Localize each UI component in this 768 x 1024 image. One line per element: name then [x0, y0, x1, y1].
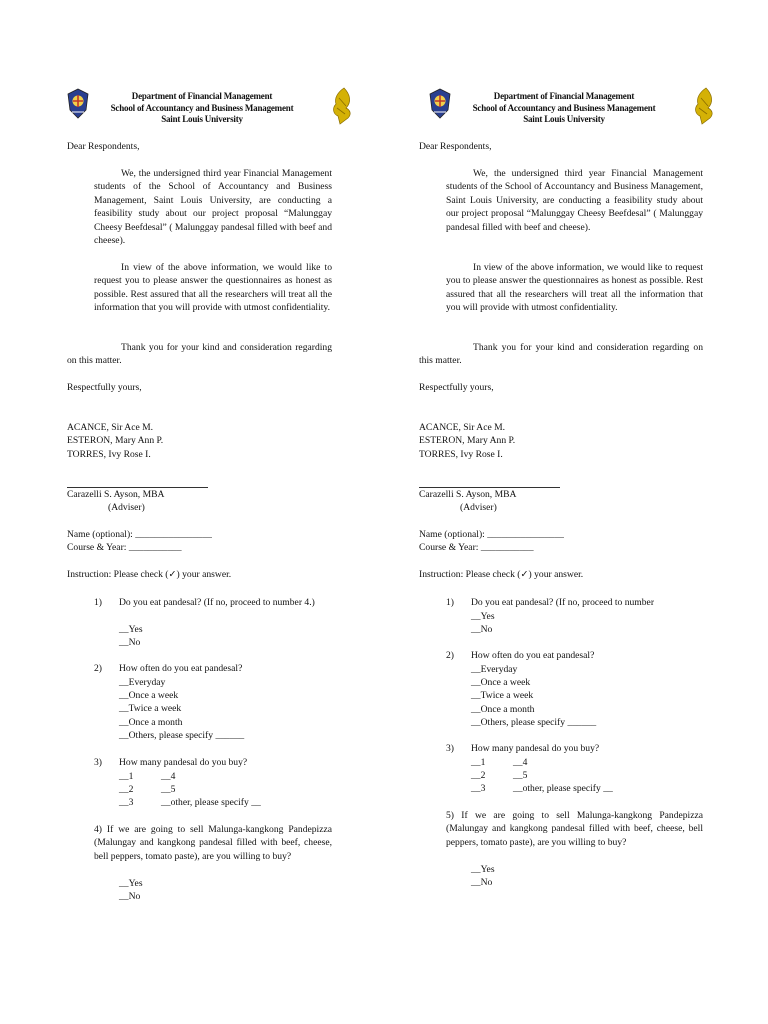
question-2 — [446, 649, 703, 733]
option-1[interactable]: __1 — [119, 771, 134, 782]
school-name: School of Accountancy and Business Management — [110, 102, 294, 113]
question-5 — [446, 809, 703, 893]
question-2 — [94, 662, 332, 746]
option-once-month[interactable]: __Once a month — [119, 717, 183, 728]
option-yes[interactable]: __Yes — [471, 864, 495, 875]
option-4[interactable]: __4 — [513, 757, 528, 768]
option-no[interactable]: __No — [471, 877, 493, 888]
greeting: Dear Respondents, — [419, 141, 492, 152]
option-once-month[interactable]: __Once a month — [471, 704, 535, 715]
dept-name: Department of Financial Management — [493, 91, 635, 101]
thanks-paragraph: Thank you for your kind and consideration regarding on this matter. — [67, 342, 332, 367]
question-number: 1) — [94, 597, 102, 608]
option-once-week[interactable]: __Once a week — [119, 690, 179, 701]
question-number: 3) — [94, 757, 102, 768]
option-no[interactable]: __No — [119, 891, 141, 902]
option-5[interactable]: __5 — [513, 770, 528, 781]
adviser-role: (Adviser) — [108, 502, 145, 513]
letterhead — [428, 86, 696, 130]
option-yes[interactable]: __Yes — [471, 611, 495, 622]
instruction-text: Instruction: Please check (✓) your answer. — [67, 569, 232, 580]
option-everyday[interactable]: __Everyday — [119, 677, 166, 688]
option-2[interactable]: __2 — [119, 784, 134, 795]
closing: Respectfully yours, — [419, 382, 494, 393]
university-seal-icon — [428, 88, 452, 120]
course-year-field[interactable]: Course & Year: ___________ — [67, 542, 182, 553]
option-1[interactable]: __1 — [471, 757, 486, 768]
university-name: Saint Louis University — [523, 114, 605, 124]
question-text: Do you eat pandesal? (If no, proceed to number 4.) — [119, 597, 315, 608]
researcher-name: ACANCE, Sir Ace M. — [419, 422, 506, 433]
name-field[interactable]: Name (optional): ________________ — [419, 529, 564, 540]
question-text: How often do you eat pandesal? — [119, 663, 243, 674]
question-number: 2) — [94, 663, 102, 674]
question-1 — [94, 596, 332, 652]
intro-paragraph: We, the undersigned third year Financial Management students of the School of Accountancy and Business Management, Saint Louis University, are conducting a feasibility study about our project proposal “Malunggay Cheesy Beefdesal” ( Malunggay pandesal filled with beef and cheese). — [446, 168, 703, 233]
question-3 — [94, 756, 332, 812]
option-no[interactable]: __No — [119, 637, 141, 648]
question-number: 1) — [446, 597, 454, 608]
option-everyday[interactable]: __Everyday — [471, 664, 518, 675]
option-3[interactable]: __3 — [119, 797, 134, 808]
thanks-paragraph: Thank you for your kind and consideration regarding on this matter. — [419, 342, 703, 367]
researcher-name: ESTERON, Mary Ann P. — [67, 435, 164, 446]
adviser-role: (Adviser) — [460, 502, 497, 513]
option-4[interactable]: __4 — [161, 771, 176, 782]
instruction-text: Instruction: Please check (✓) your answer. — [419, 569, 584, 580]
adviser-name: Carazelli S. Ayson, MBA — [419, 489, 517, 500]
request-paragraph: In view of the above information, we would like to request you to please answer the questionnaires as honest as possible. Rest assured that all the researchers will treat all the information that you will provide with utmost confidentiality. — [446, 262, 703, 314]
request-paragraph: In view of the above information, we would like to request you to please answer the questionnaires as honest as possible. Rest assured that all the researchers will treat all the information that you will provide with utmost confidentiality. — [94, 262, 332, 314]
letterhead — [66, 86, 334, 130]
question-number: 3) — [446, 743, 454, 754]
option-others[interactable]: __Others, please specify ______ — [471, 717, 597, 728]
option-other[interactable]: __other, please specify __ — [161, 797, 261, 808]
school-emblem-icon — [692, 86, 716, 126]
question-3 — [446, 742, 703, 798]
researcher-name: TORRES, Ivy Rose I. — [419, 449, 503, 460]
school-name: School of Accountancy and Business Management — [472, 102, 656, 113]
dept-name: Department of Financial Management — [131, 91, 273, 101]
researcher-name: ESTERON, Mary Ann P. — [419, 435, 516, 446]
option-yes[interactable]: __Yes — [119, 624, 143, 635]
option-twice-week[interactable]: __Twice a week — [119, 703, 182, 714]
option-2[interactable]: __2 — [471, 770, 486, 781]
researcher-name: TORRES, Ivy Rose I. — [67, 449, 151, 460]
right-page — [384, 0, 768, 1024]
question-text: How many pandesal do you buy? — [119, 757, 248, 768]
school-emblem-icon — [330, 86, 354, 126]
university-seal-icon — [66, 88, 90, 120]
university-name: Saint Louis University — [161, 114, 243, 124]
question-4 — [94, 823, 332, 907]
adviser-name: Carazelli S. Ayson, MBA — [67, 489, 165, 500]
question-text: How often do you eat pandesal? — [471, 650, 595, 661]
option-yes[interactable]: __Yes — [119, 878, 143, 889]
option-once-week[interactable]: __Once a week — [471, 677, 531, 688]
course-year-field[interactable]: Course & Year: ___________ — [419, 542, 534, 553]
closing: Respectfully yours, — [67, 382, 142, 393]
question-text: Do you eat pandesal? (If no, proceed to number — [471, 597, 655, 608]
option-5[interactable]: __5 — [161, 784, 176, 795]
name-field[interactable]: Name (optional): ________________ — [67, 529, 212, 540]
question-1 — [446, 596, 703, 638]
option-twice-week[interactable]: __Twice a week — [471, 690, 534, 701]
question-text: How many pandesal do you buy? — [471, 743, 600, 754]
option-no[interactable]: __No — [471, 624, 493, 635]
question-text: 4) If we are going to sell Malunga-kangkong Pandepizza (Malungay and kangkong pandesal filled with beef, cheese, bell peppers, tomato paste), are you willing to buy? — [94, 824, 332, 862]
option-other[interactable]: __other, please specify __ — [513, 783, 613, 794]
question-text: 5) If we are going to sell Malunga-kangkong Pandepizza (Malungay and kangkong pandesal filled with beef, cheese, bell peppers, tomato paste), are you willing to buy? — [446, 810, 703, 848]
researcher-name: ACANCE, Sir Ace M. — [67, 422, 154, 433]
intro-paragraph: We, the undersigned third year Financial Management students of the School of Accountancy and Business Management, Saint Louis University, are conducting a feasibility study about our project proposal “Malunggay Cheesy Beefdesal” ( Malunggay pandesal filled with beef and cheese). — [94, 168, 332, 247]
option-3[interactable]: __3 — [471, 783, 486, 794]
greeting: Dear Respondents, — [67, 141, 140, 152]
question-number: 2) — [446, 650, 454, 661]
option-others[interactable]: __Others, please specify ______ — [119, 730, 245, 741]
